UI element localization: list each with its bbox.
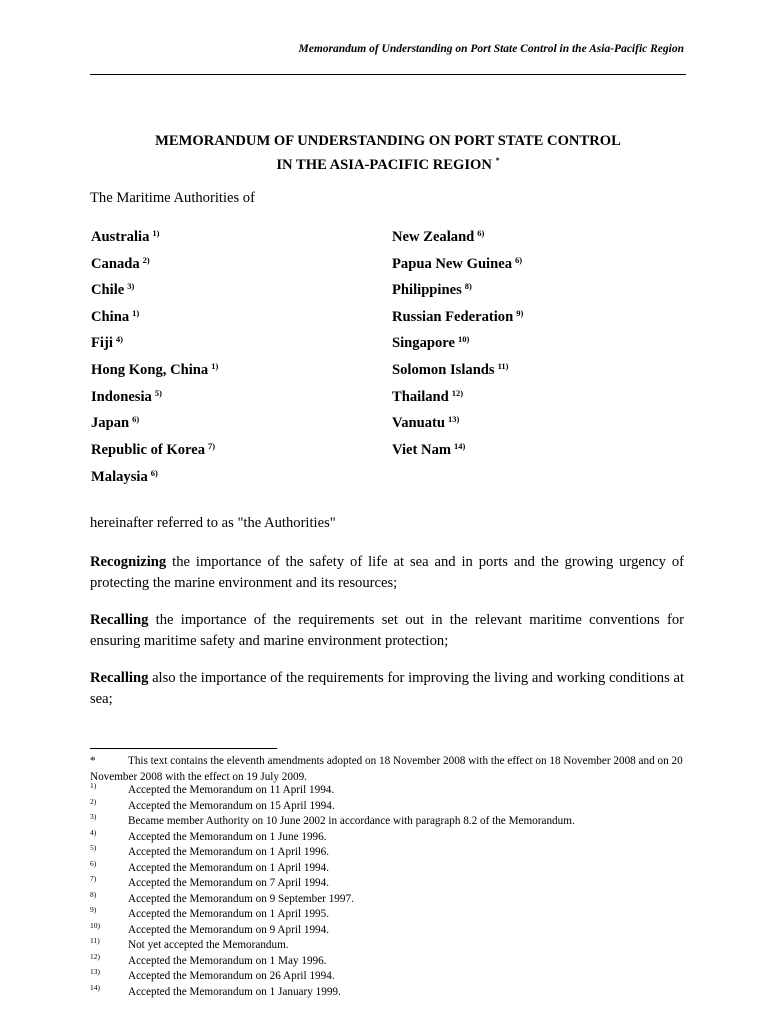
country-entry — [91, 441, 215, 459]
country-name: China — [91, 309, 130, 325]
country-name: Japan — [91, 415, 130, 431]
country-name: Papua New Guinea — [392, 256, 513, 272]
country-entry — [91, 255, 150, 273]
footnote-number: 13) — [90, 967, 100, 976]
country-entry — [91, 414, 139, 432]
country-entry — [91, 228, 159, 246]
country-entry — [91, 281, 134, 299]
country-footnote-ref: 7) — [208, 441, 216, 451]
footnote-text: Accepted the Memorandum on 1 April 1994. — [128, 862, 330, 874]
header-rule — [90, 74, 686, 75]
country-entry — [91, 361, 218, 379]
country-entry — [392, 334, 469, 352]
country-entry — [392, 414, 459, 432]
country-entry — [91, 468, 158, 486]
hereinafter-line: hereinafter referred to as "the Authorities" — [90, 515, 336, 531]
country-footnote-ref: 11) — [497, 361, 509, 371]
country-entry — [392, 361, 508, 379]
country-name: Vanuatu — [392, 415, 446, 431]
footnote-text: Accepted the Memorandum on 26 April 1994. — [128, 970, 335, 982]
country-name: Fiji — [91, 335, 113, 351]
footnote-number: 10) — [90, 921, 100, 930]
country-name: Republic of Korea — [91, 442, 206, 458]
country-footnote-ref: 13) — [448, 414, 460, 424]
country-footnote-ref: 6) — [477, 228, 485, 238]
country-entry — [392, 441, 465, 459]
footnote-text: Accepted the Memorandum on 1 May 1996. — [128, 955, 327, 967]
country-name: New Zealand — [392, 229, 475, 245]
country-footnote-ref: 5) — [154, 388, 162, 398]
country-name: Australia — [91, 229, 150, 245]
country-entry — [91, 334, 123, 352]
country-name: Russian Federation — [392, 309, 514, 325]
footnote-number: 14) — [90, 983, 100, 992]
footnote-number: 3) — [90, 812, 97, 821]
footnote-number: 8) — [90, 890, 97, 899]
title-footnote-mark: * — [495, 156, 500, 165]
footnote-text: Accepted the Memorandum on 1 April 1996. — [128, 846, 330, 858]
country-footnote-ref: 6) — [515, 255, 523, 265]
footnote-text: Became member Authority on 10 June 2002 in accordance with paragraph 8.2 of the Memorandum. — [128, 815, 575, 827]
footnote-text: Accepted the Memorandum on 1 January 1999. — [128, 986, 341, 998]
footnote-text: Accepted the Memorandum on 7 April 1994. — [128, 877, 330, 889]
footnote-number: 7) — [90, 874, 97, 883]
footnote-number: 5) — [90, 843, 97, 852]
country-footnote-ref: 14) — [454, 441, 466, 451]
title-line-2: IN THE ASIA-PACIFIC REGION * — [276, 156, 500, 173]
country-name: Philippines — [392, 282, 462, 298]
country-name: Canada — [91, 256, 140, 272]
country-entry — [392, 255, 522, 273]
country-name: Hong Kong, China — [91, 362, 209, 378]
country-footnote-ref: 10) — [458, 334, 470, 344]
country-name: Singapore — [392, 335, 455, 351]
footnote-text: Accepted the Memorandum on 15 April 1994. — [128, 800, 335, 812]
country-entry — [91, 388, 162, 406]
paragraph-recalling: Recalling the importance of the requirements set out in the relevant maritime conventions for ensuring maritime safety and marine environment protection; — [90, 612, 684, 649]
footnote-number: 2) — [90, 797, 97, 806]
country-footnote-ref: 1) — [211, 361, 219, 371]
country-footnote-ref: 6) — [150, 468, 158, 478]
country-footnote-ref: 4) — [115, 334, 123, 344]
country-name: Malaysia — [91, 469, 148, 485]
country-footnote-ref: 2) — [142, 255, 150, 265]
country-footnote-ref: 6) — [132, 414, 140, 424]
footnote-star: * This text contains the eleventh amendments adopted on 18 November 2008 with the effect on 18 November 2008 and on 20 November 2008 with the effect on 19 July 2009. — [90, 755, 683, 783]
country-name: Chile — [91, 282, 125, 298]
footnote-text: Not yet accepted the Memorandum. — [128, 939, 289, 951]
country-entry — [392, 281, 472, 299]
country-name: Solomon Islands — [392, 362, 495, 378]
country-footnote-ref: 9) — [516, 308, 524, 318]
country-footnote-ref: 1) — [132, 308, 140, 318]
country-footnote-ref: 12) — [451, 388, 464, 398]
country-footnote-ref: 8) — [464, 281, 472, 291]
footnote-number: 11) — [90, 936, 100, 945]
country-entry — [392, 388, 463, 406]
footnote-number: 6) — [90, 859, 97, 868]
country-footnote-ref: 1) — [152, 228, 160, 238]
country-entry — [392, 228, 484, 246]
footnote-number: 9) — [90, 905, 97, 914]
footnote-text: Accepted the Memorandum on 9 September 1997. — [128, 893, 354, 905]
footnote-text: Accepted the Memorandum on 1 June 1996. — [128, 831, 327, 843]
paragraph-recalling-also: Recalling also the importance of the requirements for improving the living and working conditions at sea; — [90, 670, 684, 707]
footnote-number: 12) — [90, 952, 100, 961]
paragraph-recognizing: Recognizing the importance of the safety of life at sea and in ports and the growing urgency of protecting the marine environment and its resources; — [90, 554, 684, 591]
country-name: Viet Nam — [392, 442, 452, 458]
footnote-number: 4) — [90, 828, 97, 837]
document-title — [90, 132, 686, 175]
running-header: Memorandum of Understanding on Port State Control in the Asia-Pacific Region — [298, 43, 684, 55]
footnote-number: 1) — [90, 781, 97, 790]
country-footnote-ref: 3) — [127, 281, 135, 291]
country-name: Thailand — [392, 389, 449, 405]
footnote-separator — [90, 748, 277, 749]
footnote-text: Accepted the Memorandum on 11 April 1994. — [128, 784, 335, 796]
country-name: Indonesia — [91, 389, 152, 405]
title-line-1: MEMORANDUM OF UNDERSTANDING ON PORT STATE CONTROL — [155, 133, 621, 149]
country-entry — [392, 308, 523, 326]
country-entry — [91, 308, 139, 326]
footnote-text: Accepted the Memorandum on 9 April 1994. — [128, 924, 330, 936]
intro-line: The Maritime Authorities of — [90, 190, 255, 206]
footnote-text: Accepted the Memorandum on 1 April 1995. — [128, 908, 330, 920]
